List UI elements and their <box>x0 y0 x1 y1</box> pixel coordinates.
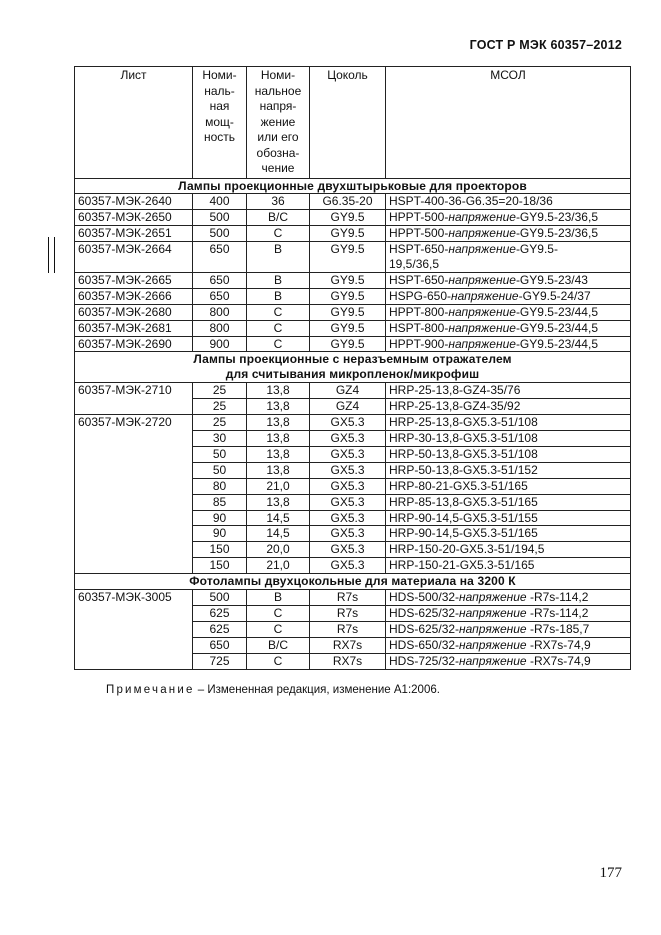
cell-voltage: 13,8 <box>247 383 310 399</box>
change-bar-marker <box>48 237 55 273</box>
cell-voltage: B <box>247 242 310 273</box>
document-header: ГОСТ Р МЭК 60357–2012 <box>469 38 622 52</box>
cell-power: 625 <box>193 621 247 637</box>
cell-ilcos <box>386 478 631 494</box>
table-row <box>75 320 631 336</box>
cell-power: 500 <box>193 210 247 226</box>
cell-voltage: 20,0 <box>247 542 310 558</box>
cell-base: GX5.3 <box>310 526 386 542</box>
ilcos-voltage-placeholder: напряжение <box>459 590 527 605</box>
cell-ilcos <box>386 226 631 242</box>
header-ilcos: МСОЛ <box>386 67 631 179</box>
cell-power: 90 <box>193 510 247 526</box>
cell-voltage: 13,8 <box>247 415 310 431</box>
ilcos-segment: HSPT-650- <box>389 242 449 257</box>
ilcos-line <box>389 463 627 478</box>
ilcos-segment: HRP-25-13,8-GX5.3-51/108 <box>389 415 538 430</box>
cell-sheet: 60357-МЭК-3005 <box>75 590 193 670</box>
ilcos-line <box>389 526 627 541</box>
cell-ilcos <box>386 637 631 653</box>
ilcos-line <box>389 431 627 446</box>
ilcos-line <box>389 415 627 430</box>
cell-power: 800 <box>193 304 247 320</box>
ilcos-segment: HPPT-900- <box>389 336 449 351</box>
cell-power: 50 <box>193 462 247 478</box>
ilcos-segment: HRP-30-13,8-GX5.3-51/108 <box>389 431 538 445</box>
cell-voltage: C <box>247 605 310 621</box>
ilcos-voltage-placeholder: напряжение <box>448 242 516 257</box>
cell-ilcos <box>386 590 631 606</box>
cell-power: 650 <box>193 272 247 288</box>
cell-power: 725 <box>193 653 247 669</box>
header-base: Цоколь <box>310 67 386 179</box>
ilcos-voltage-placeholder: напряжение <box>448 336 516 351</box>
ilcos-segment: HPPT-800- <box>389 304 449 319</box>
ilcos-segment: -GY9.5-23/36,5 <box>515 226 598 241</box>
section-title-line: Лампы проекционные с неразъемным отражателем <box>193 352 512 367</box>
table-row <box>75 210 631 226</box>
ilcos-segment: HDS-725/32- <box>389 653 460 668</box>
cell-ilcos <box>386 194 631 210</box>
ilcos-segment: HRP-50-13,8-GX5.3-51/152 <box>389 462 538 477</box>
ilcos-segment: HRP-85-13,8-GX5.3-51/165 <box>389 494 538 509</box>
cell-ilcos <box>386 558 631 574</box>
section-title-line: Лампы проекционные двухштырьковые для проекторов <box>178 178 527 193</box>
cell-voltage: 36 <box>247 194 310 210</box>
cell-sheet: 60357-МЭК-2640 <box>75 194 193 210</box>
cell-base: GY9.5 <box>310 210 386 226</box>
cell-ilcos <box>386 526 631 542</box>
cell-power: 25 <box>193 383 247 399</box>
ilcos-segment: -GY9.5-23/44,5 <box>515 336 598 351</box>
ilcos-segment: HRP-25-13,8-GZ4-35/76 <box>389 383 521 398</box>
cell-voltage: 14,5 <box>247 526 310 542</box>
cell-ilcos <box>386 653 631 669</box>
ilcos-segment: -RX7s-74,9 <box>526 653 591 668</box>
cell-base: GX5.3 <box>310 415 386 431</box>
cell-ilcos <box>386 415 631 431</box>
section-title <box>75 574 631 590</box>
ilcos-segment: HDS-650/32- <box>389 637 460 652</box>
ilcos-line-continued: 19,5/36,5 <box>389 257 440 272</box>
ilcos-segment: HRP-25-13,8-GZ4-35/92 <box>389 399 521 414</box>
cell-base: GY9.5 <box>310 304 386 320</box>
ilcos-line <box>389 321 627 336</box>
ilcos-segment: HRP-90-14,5-GX5.3-51/155 <box>389 510 538 525</box>
cell-sheet: 60357-МЭК-2664 <box>75 242 193 273</box>
ilcos-segment: HDS-625/32- <box>389 621 460 636</box>
ilcos-segment: -RX7s-74,9 <box>526 637 591 652</box>
lamp-data-table <box>74 66 631 670</box>
table-row <box>75 226 631 242</box>
ilcos-line <box>389 622 627 637</box>
header-rated-voltage: Номи- нальное напря- жение или его обозна- чение <box>247 67 310 179</box>
ilcos-segment: -GY9.5-24/37 <box>518 288 591 303</box>
cell-voltage: B <box>247 590 310 606</box>
cell-ilcos <box>386 510 631 526</box>
cell-base: R7s <box>310 621 386 637</box>
cell-voltage: 21,0 <box>247 558 310 574</box>
cell-power: 150 <box>193 542 247 558</box>
ilcos-line <box>389 305 627 320</box>
cell-ilcos <box>386 462 631 478</box>
cell-voltage: B <box>247 288 310 304</box>
ilcos-line <box>389 558 627 573</box>
ilcos-line <box>389 273 627 288</box>
ilcos-line <box>389 194 627 209</box>
cell-voltage: C <box>247 653 310 669</box>
ilcos-segment: HSPG-650- <box>389 288 452 303</box>
table-note <box>106 684 440 696</box>
ilcos-segment: -GY9.5-23/43 <box>515 272 588 287</box>
ilcos-voltage-placeholder: напряжение <box>448 210 516 225</box>
cell-sheet: 60357-МЭК-2710 <box>75 383 193 415</box>
section-title <box>75 352 631 383</box>
ilcos-segment: HPPT-500- <box>389 226 449 241</box>
ilcos-line <box>389 590 627 605</box>
ilcos-segment: -R7s-185,7 <box>526 621 590 636</box>
cell-ilcos <box>386 494 631 510</box>
ilcos-line <box>389 542 627 557</box>
ilcos-voltage-placeholder: напряжение <box>448 320 516 335</box>
cell-ilcos <box>386 431 631 447</box>
ilcos-line <box>389 337 627 352</box>
cell-power: 90 <box>193 526 247 542</box>
ilcos-voltage-placeholder: напряжение <box>448 272 516 287</box>
cell-voltage: 14,5 <box>247 510 310 526</box>
section-header-row <box>75 178 631 194</box>
cell-power: 400 <box>193 194 247 210</box>
ilcos-line <box>389 495 627 510</box>
cell-voltage: 13,8 <box>247 431 310 447</box>
cell-sheet: 60357-МЭК-2651 <box>75 226 193 242</box>
cell-ilcos <box>386 446 631 462</box>
cell-ilcos <box>386 399 631 415</box>
cell-base: GY9.5 <box>310 226 386 242</box>
cell-ilcos <box>386 320 631 336</box>
ilcos-segment: -GY9.5-23/44,5 <box>515 320 598 335</box>
ilcos-line <box>389 242 627 257</box>
ilcos-voltage-placeholder: напряжение <box>459 605 527 620</box>
ilcos-voltage-placeholder: напряжение <box>459 653 527 668</box>
cell-ilcos <box>386 383 631 399</box>
note-label: Примечание <box>106 684 195 696</box>
cell-power: 625 <box>193 605 247 621</box>
cell-power: 25 <box>193 415 247 431</box>
cell-power: 900 <box>193 336 247 352</box>
cell-base: RX7s <box>310 637 386 653</box>
ilcos-segment: -GY9.5-23/44,5 <box>515 304 598 319</box>
cell-voltage: B/C <box>247 210 310 226</box>
cell-base: GX5.3 <box>310 431 386 447</box>
ilcos-segment: -R7s-114,2 <box>526 605 589 620</box>
ilcos-segment: HRP-80-21-GX5.3-51/165 <box>389 478 528 493</box>
header-sheet: Лист <box>75 67 193 179</box>
cell-sheet: 60357-МЭК-2665 <box>75 272 193 288</box>
table-row <box>75 194 631 210</box>
cell-voltage: B/C <box>247 637 310 653</box>
cell-sheet: 60357-МЭК-2720 <box>75 415 193 574</box>
ilcos-segment: HRP-150-20-GX5.3-51/194,5 <box>389 542 545 557</box>
cell-sheet: 60357-МЭК-2681 <box>75 320 193 336</box>
ilcos-line <box>389 638 627 653</box>
note-text: – Измененная редакция, изменение А1:2006. <box>194 684 440 696</box>
cell-voltage: C <box>247 621 310 637</box>
cell-voltage: 13,8 <box>247 399 310 415</box>
header-rated-power: Номи- наль- ная мощ- ность <box>193 67 247 179</box>
ilcos-segment: HSPT-800- <box>389 320 449 335</box>
ilcos-voltage-placeholder: напряжение <box>459 621 527 636</box>
cell-voltage: C <box>247 304 310 320</box>
table-row <box>75 383 631 399</box>
cell-ilcos <box>386 542 631 558</box>
ilcos-line <box>389 210 627 225</box>
ilcos-line <box>389 399 627 414</box>
cell-power: 800 <box>193 320 247 336</box>
cell-base: GX5.3 <box>310 494 386 510</box>
cell-base: GX5.3 <box>310 462 386 478</box>
cell-sheet: 60357-МЭК-2680 <box>75 304 193 320</box>
cell-voltage: 13,8 <box>247 462 310 478</box>
ilcos-segment: -R7s-114,2 <box>526 590 589 605</box>
cell-voltage: C <box>247 336 310 352</box>
cell-base: GY9.5 <box>310 320 386 336</box>
ilcos-segment: -GY9.5- <box>515 242 558 257</box>
cell-ilcos <box>386 288 631 304</box>
cell-base: R7s <box>310 605 386 621</box>
ilcos-segment: HSPT-650- <box>389 272 449 287</box>
ilcos-voltage-placeholder: напряжение <box>448 304 516 319</box>
section-title <box>75 178 631 194</box>
cell-power: 85 <box>193 494 247 510</box>
ilcos-line <box>389 606 627 621</box>
cell-power: 150 <box>193 558 247 574</box>
cell-base: GX5.3 <box>310 542 386 558</box>
ilcos-line <box>389 383 627 398</box>
cell-power: 500 <box>193 226 247 242</box>
ilcos-segment: HDS-625/32- <box>389 605 460 620</box>
ilcos-segment: HRP-150-21-GX5.3-51/165 <box>389 558 535 573</box>
cell-ilcos <box>386 272 631 288</box>
ilcos-voltage-placeholder: напряжение <box>448 226 516 241</box>
ilcos-voltage-placeholder: напряжение <box>451 288 519 303</box>
ilcos-line <box>389 654 627 669</box>
cell-base: GX5.3 <box>310 510 386 526</box>
cell-base: GY9.5 <box>310 288 386 304</box>
table-row <box>75 272 631 288</box>
cell-sheet: 60357-МЭК-2690 <box>75 336 193 352</box>
cell-base: R7s <box>310 590 386 606</box>
ilcos-segment: HRP-50-13,8-GX5.3-51/108 <box>389 446 538 461</box>
cell-ilcos <box>386 605 631 621</box>
ilcos-segment: HPPT-500- <box>389 210 449 225</box>
cell-base: RX7s <box>310 653 386 669</box>
cell-ilcos <box>386 242 631 273</box>
cell-power: 500 <box>193 590 247 606</box>
cell-voltage: 21,0 <box>247 478 310 494</box>
table-header-row <box>75 67 631 179</box>
cell-voltage: B <box>247 272 310 288</box>
ilcos-segment: HDS-500/32- <box>389 590 460 605</box>
ilcos-segment: HSPT-400-36-G6.35=20-18/36 <box>389 194 553 209</box>
ilcos-line <box>389 289 627 304</box>
cell-power: 650 <box>193 242 247 273</box>
ilcos-segment: -GY9.5-23/36,5 <box>515 210 598 225</box>
table-row <box>75 288 631 304</box>
cell-ilcos <box>386 336 631 352</box>
cell-voltage: 13,8 <box>247 446 310 462</box>
cell-base: GX5.3 <box>310 446 386 462</box>
cell-sheet: 60357-МЭК-2666 <box>75 288 193 304</box>
cell-ilcos <box>386 304 631 320</box>
cell-power: 30 <box>193 431 247 447</box>
cell-voltage: C <box>247 320 310 336</box>
cell-base: GY9.5 <box>310 242 386 273</box>
table-row <box>75 415 631 431</box>
section-title-line: для считывания микропленок/микрофиш <box>225 367 480 382</box>
cell-power: 50 <box>193 446 247 462</box>
table-row <box>75 304 631 320</box>
cell-ilcos <box>386 210 631 226</box>
cell-power: 80 <box>193 478 247 494</box>
ilcos-line <box>389 447 627 462</box>
table-row <box>75 336 631 352</box>
cell-sheet: 60357-МЭК-2650 <box>75 210 193 226</box>
ilcos-line <box>389 226 627 241</box>
cell-base: GY9.5 <box>310 272 386 288</box>
cell-base: GZ4 <box>310 383 386 399</box>
cell-ilcos <box>386 621 631 637</box>
cell-base: GZ4 <box>310 399 386 415</box>
table-body <box>75 178 631 669</box>
section-title-line: Фотолампы двухцокольные для материала на 3200 К <box>189 574 516 589</box>
cell-base: GX5.3 <box>310 558 386 574</box>
cell-base: GY9.5 <box>310 336 386 352</box>
cell-base: GX5.3 <box>310 478 386 494</box>
page-number: 177 <box>599 865 622 881</box>
section-header-row <box>75 352 631 383</box>
ilcos-voltage-placeholder: напряжение <box>459 637 527 652</box>
cell-power: 650 <box>193 637 247 653</box>
table-row <box>75 242 631 273</box>
cell-voltage: C <box>247 226 310 242</box>
ilcos-line <box>389 479 627 494</box>
table-row <box>75 590 631 606</box>
cell-voltage: 13,8 <box>247 494 310 510</box>
ilcos-line <box>389 511 627 526</box>
cell-power: 25 <box>193 399 247 415</box>
cell-power: 650 <box>193 288 247 304</box>
ilcos-segment: HRP-90-14,5-GX5.3-51/165 <box>389 526 538 541</box>
section-header-row <box>75 574 631 590</box>
cell-base: G6.35-20 <box>310 194 386 210</box>
